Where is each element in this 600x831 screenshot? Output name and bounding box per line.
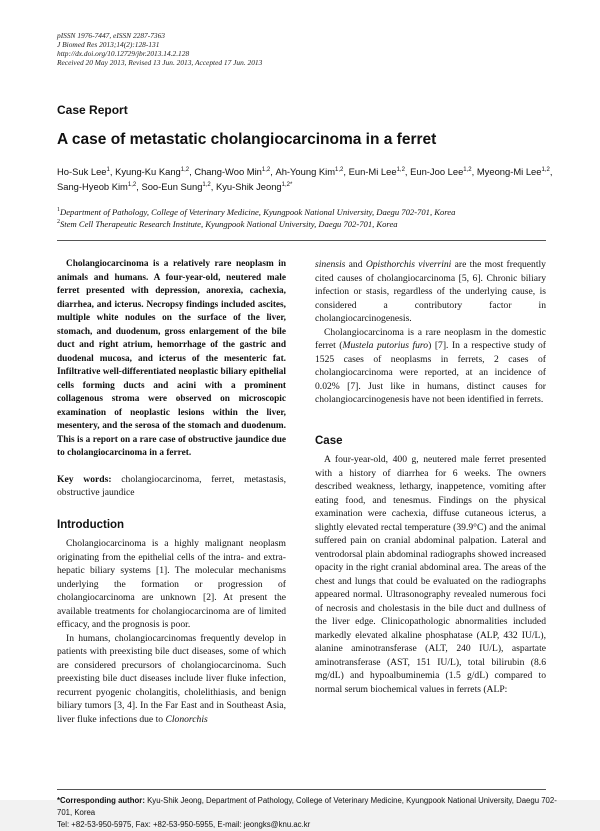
article-title: A case of metastatic cholangiocarcinoma in a ferret [57, 131, 437, 148]
author: Ho-Suk Lee$^1$, [57, 166, 116, 177]
affiliations [57, 206, 557, 230]
author-name: Soo-Eun Sung [141, 181, 203, 192]
author-affiliation: 1,2 [541, 166, 550, 173]
footnote-address: Kyu-Shik Jeong, Department of Pathology, College of Veterinary Medicine, Kyungpook National University, Daegu 702-701, Korea [57, 796, 557, 817]
author-affiliation: 1 [106, 166, 110, 173]
paragraph: A four-year-old, 400 g, neutered male ferret presented with a history of diarrhea for 6 weeks. The owners described weakness, lethargy, inappetence, vomiting after eating food, and tenesmus. Findings on the physical examination were cachexia, diffuse cutaneous icterus, a slightly elevated rectal temperature (39.9°C) and the animal suffered pain on cranial abdominal palpation. Lateral and ventrodorsal plain abdominal radiographs showed increased opacity in the right cranial abdominal area. The areas of the chest and lungs that could be evaluated on the radiographs appeared normal. Ultrasonography revealed numerous foci of necrosis and cholestasis in the bile duct and dullness of the liver edge. Clinicopathologic abnormalities included markedly elevated alkaline phosphatase (ALP, 432 IU/L), alanine aminotransferase (ALT, 240 IU/L), aspartate aminotransferase (AST, 151 IU/L), total bilirubin (8.6 mg/dL) and hypoalbuminemia (1.5 g/dL) compared to normal serum biochemical values in ferrets (ALP: [315, 454, 546, 695]
species-name: sinensis [315, 259, 346, 270]
corresponding-author-footnote [57, 795, 557, 831]
section-heading-case: Case [315, 434, 343, 447]
affiliation-text: Department of Pathology, College of Veterinary Medicine, Kyungpook National University, Daegu 702-701, Korea [60, 207, 456, 217]
article-metadata [57, 31, 417, 67]
author-name: Sang-Hyeob Kim [57, 181, 128, 192]
author: Kyung-Ku Kang$^{1,2}$, [115, 166, 195, 177]
paragraph-text: and [348, 259, 363, 270]
affiliation-item [57, 206, 557, 218]
footnote-divider [57, 789, 546, 790]
footnote-label: *Corresponding author: [57, 796, 145, 805]
keywords [57, 473, 286, 500]
author-name: Kyu-Shik Jeong [215, 181, 282, 192]
paragraph [315, 326, 546, 407]
journal-citation: J Biomed Res 2013;14(2):128-131 [57, 40, 160, 49]
author-affiliation: 1,2 [202, 181, 211, 188]
paragraph-text: ) [7]. In a respective study of 1525 cases of neoplasms in ferrets, 2 cases of cholangiocarcinoma were reported, at an incidence of 0.02% [7]. Just like in humans, distinct causes for cholangiocarcinogenesis have not been identified in ferrets. [315, 340, 546, 405]
right-column [315, 258, 546, 696]
author-affiliation: 1,2* [281, 181, 293, 188]
author: Sang-Hyeob Kim$^{1,2}$, [57, 181, 142, 192]
author-name: Eun-Mi Lee [348, 166, 397, 177]
author [216, 181, 292, 192]
author: Myeong-Mi Lee$^{1,2}$, [476, 166, 553, 177]
section-heading-introduction: Introduction [57, 518, 125, 531]
author: Ah-Young Kim$^{1,2}$, [275, 166, 349, 177]
author-affiliation: 1,2 [396, 166, 405, 173]
author-name: Kyung-Ku Kang [115, 166, 181, 177]
author-list [57, 164, 557, 194]
abstract-text: Cholangiocarcinoma is a relatively rare neoplasm in animals and humans. A four-year-old, neutered male ferret presented with depression, anorexia, cachexia, diarrhea, and icterus. Necropsy findings included ascites, multiple white nodules on the surface of the liver, stomach, and duodenum, gross enlargement of the bile duct and right atrium, hemorrhage of the gastric and duodenal mucosa, and icterus of the mesenteric fat. Infiltrative well-differentiated neoplastic biliary epithelial cells forming ducts and acini with a prominent collagenous stroma were observed on microscopic examination of neoplastic lesions within the liver, mesentery, and the serosa of the stomach and duodenum. This is a report on a rare case of obstructive jaundice due to cholangiocarcinoma in a ferret. [57, 259, 286, 458]
paragraph-text: are the most frequently cited causes of cholangiocarcinoma [5, 6]. Chronic biliary infection or stasis, regardless of the underlying cause, is considered a contributory factor in cholangiocarcinogenesis. [315, 259, 546, 324]
author-name: Chang-Woo Min [194, 166, 262, 177]
keywords-text: cholangiocarcinoma, ferret, metastasis, obstructive jaundice [57, 473, 286, 498]
article-type: Case Report [57, 103, 128, 117]
abstract [57, 258, 286, 461]
paragraph-text: Cholangiocarcinoma is a rare neoplasm in the domestic ferret ( [315, 326, 546, 351]
author-affiliation: 1,2 [463, 166, 472, 173]
species-name: Clonorchis [165, 713, 208, 725]
author-affiliation: 1,2 [180, 166, 190, 173]
left-column [57, 258, 286, 726]
article-dates: Received 20 May 2013, Revised 13 Jun. 2013, Accepted 17 Jun. 2013 [57, 58, 263, 67]
affiliation-text: Stem Cell Therapeutic Research Institute, Kyungpook National University, Daegu 702-701, Korea [60, 219, 398, 229]
author: Eun-Joo Lee$^{1,2}$, [410, 166, 477, 177]
issn: pISSN 1976-7447, eISSN 2287-7363 [57, 31, 165, 40]
keywords-label: Key words: [57, 473, 112, 485]
affiliation-number: 1 [57, 207, 60, 214]
footnote-contact: Tel: +82-53-950-5975, Fax: +82-53-950-5955, E-mail: jeongks@knu.ac.kr [57, 820, 311, 829]
affiliation-item [57, 218, 557, 230]
paragraph [315, 258, 546, 326]
author: Soo-Eun Sung$^{1,2}$, [141, 181, 216, 192]
author-name: Eun-Joo Lee [410, 166, 464, 177]
author-name: Ah-Young Kim [275, 166, 336, 177]
species-name: Opisthorchis viverrini [365, 259, 452, 270]
affiliation-number: 2 [57, 219, 60, 226]
author-affiliation: 1,2 [261, 166, 271, 173]
species-name: Mustela putorius furo [342, 340, 429, 351]
author-name: Ho-Suk Lee [57, 166, 107, 177]
header-divider [57, 240, 546, 241]
paragraph [57, 632, 286, 727]
author-affiliation: 1,2 [127, 181, 137, 188]
paragraph: Cholangiocarcinoma is a highly malignant neoplasm originating from the epithelial cells of the intra- and extra-hepatic biliary systems [1]. The molecular mechanisms underlying the formation or progression of cholangiocarcinoma are unknown [2]. At present the available treatments for cholangiocarcinoma are of limited efficacy, and the prognosis is poor. [57, 538, 286, 630]
author: Eun-Mi Lee$^{1,2}$, [348, 166, 411, 177]
author: Chang-Woo Min$^{1,2}$, [194, 166, 276, 177]
doi-link[interactable]: http://dx.doi.org/10.12729/jbr.2013.14.2.128 [57, 49, 190, 58]
author-name: Myeong-Mi Lee [476, 166, 542, 177]
paragraph-text: In humans, cholangiocarcinomas frequently develop in patients with preexisting bile duct diseases, some of which are considered precursors of cholangiocarcinoma. Such preexisting bile duct diseases include liver fluke infection, recurrent pyogenic cholangitis, cholelithiasis, and benign biliary tumors [3, 4]. In the Far East and in Southeast Asia, liver fluke infections due to [57, 632, 286, 725]
author-affiliation: 1,2 [335, 166, 344, 173]
